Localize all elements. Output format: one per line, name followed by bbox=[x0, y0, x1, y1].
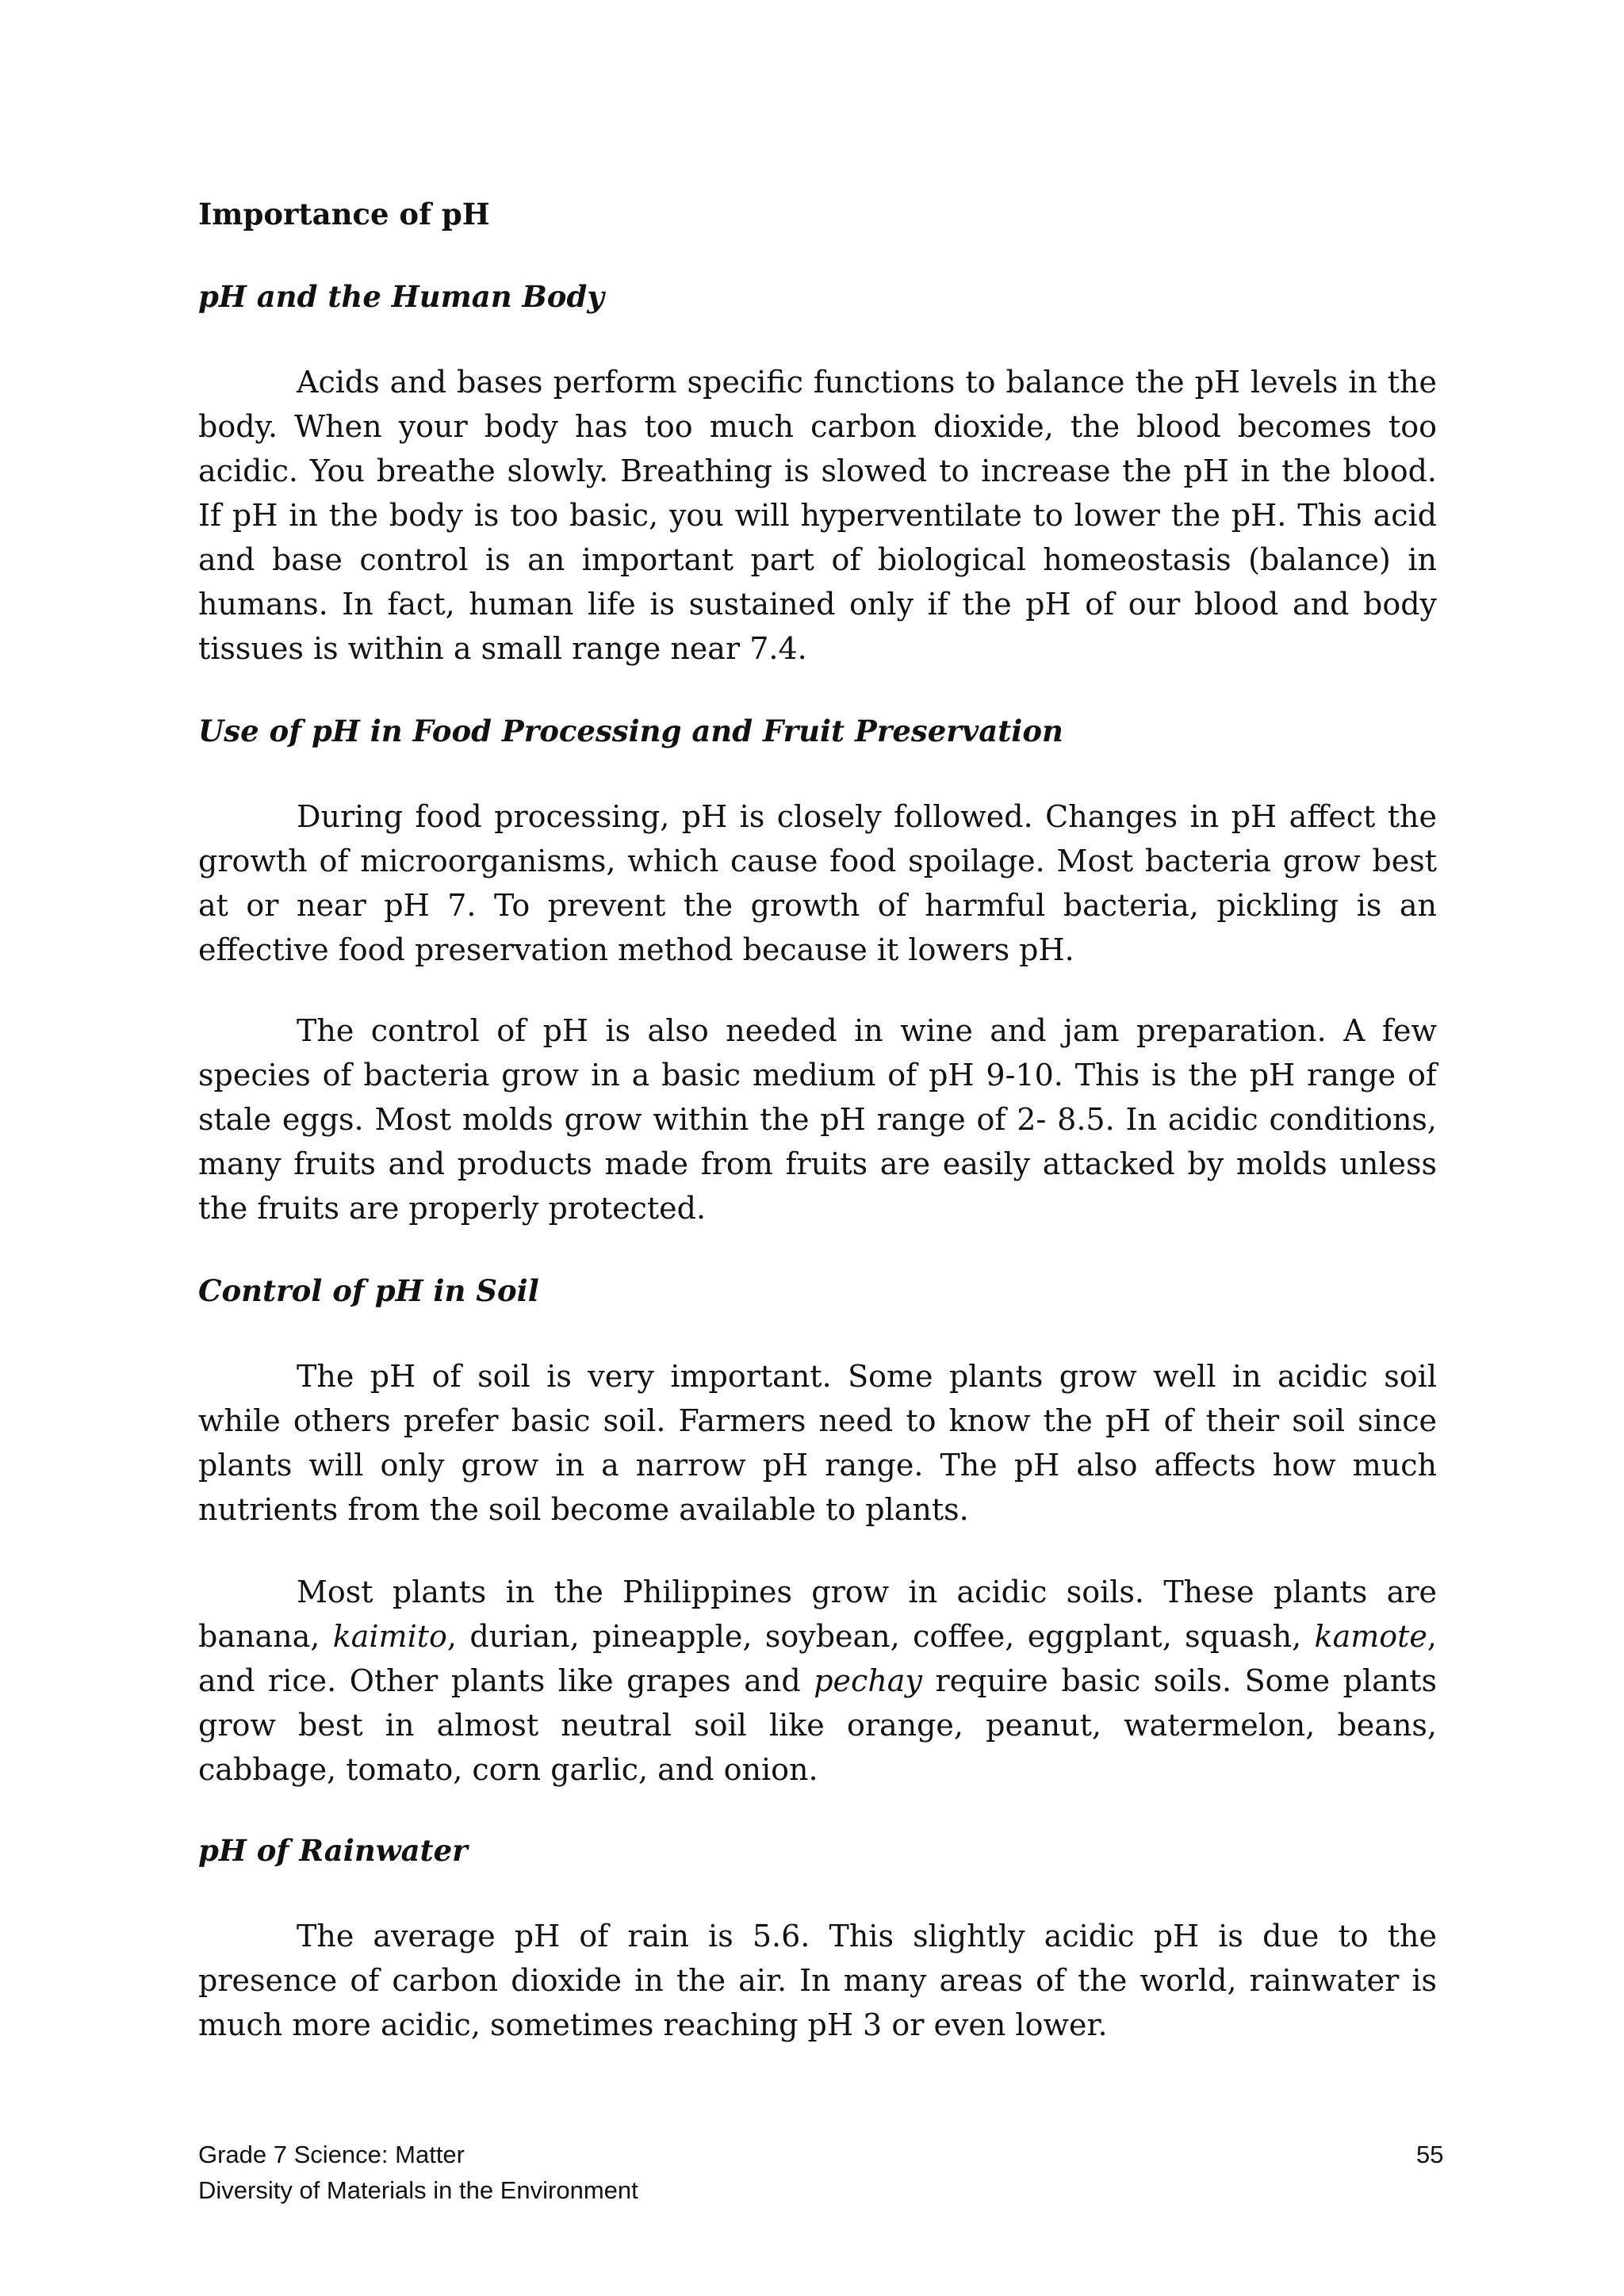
paragraph-food-processing-2: The control of pH is also needed in wine and jam preparation. A few species of bacteria grow in a basic medium of pH 9-10. This is the pH range of stale eggs. Most molds grow within the pH range of 2- 8.5. In acidic conditions, many fruits and products made from fruits are easily attacked by molds unless the fruits are properly protected. bbox=[198, 1013, 1437, 1226]
plants-text-2: , durian, pineapple, soybean, coffee, eggplant, squash, bbox=[446, 1619, 1315, 1654]
plant-name-kaimito: kaimito bbox=[332, 1619, 447, 1654]
page-number: 55 bbox=[1416, 2141, 1444, 2168]
section-heading-soil: Control of pH in Soil bbox=[198, 1273, 539, 1308]
paragraph-food-processing-1: During food processing, pH is closely followed. Changes in pH affect the growth of microorganisms, which cause food spoilage. Most bacteria grow best at or near pH 7. To prevent the growth of harmful bacteria, pickling is an effective food preservation method because it lowers pH. bbox=[198, 799, 1437, 967]
plants-text-1: Most plants in the Philippines grow in acidic soils. These plants are banana, bbox=[198, 1575, 1437, 1654]
footer-unit: Diversity of Materials in the Environment bbox=[198, 2176, 638, 2204]
plants-text-4: require basic soils. Some plants grow best in almost neutral soil like orange, peanut, watermelon, beans, cabbage, tomato, corn garlic, and onion. bbox=[198, 1663, 1438, 1787]
section-heading-rainwater: pH of Rainwater bbox=[198, 1833, 468, 1868]
paragraph-soil-plants bbox=[198, 1570, 1437, 1792]
paragraph-rainwater: The average pH of rain is 5.6. This slightly acidic pH is due to the presence of carbon dioxide in the air. In many areas of the world, rainwater is much more acidic, sometimes reaching pH 3 or even lower. bbox=[198, 1919, 1437, 2042]
page-title: Importance of pH bbox=[198, 197, 490, 232]
paragraph-human-body: Acids and bases perform specific functions to balance the pH levels in the body. When your body has too much carbon dioxide, the blood becomes too acidic. You breathe slowly. Breathing is slowed to increase the pH in the blood. If pH in the body is too basic, you will hyperventilate to lower the pH. This acid and base control is an important part of biological homeostasis (balance) in humans. In fact, human life is sustained only if the pH of our blood and body tissues is within a small range near 7.4. bbox=[198, 365, 1437, 666]
section-heading-human-body: pH and the Human Body bbox=[198, 279, 604, 314]
plant-name-kamote: kamote bbox=[1314, 1619, 1427, 1654]
plants-text-3: , and rice. Other plants like grapes and bbox=[198, 1619, 1437, 1698]
footer-subject: Grade 7 Science: Matter bbox=[198, 2141, 465, 2168]
paragraph-soil-1: The pH of soil is very important. Some plants grow well in acidic soil while others prefer basic soil. Farmers need to know the pH of their soil since plants will only grow in a narrow pH range. The pH also affects how much nutrients from the soil become available to plants. bbox=[198, 1359, 1437, 1527]
section-heading-food-processing: Use of pH in Food Processing and Fruit Preservation bbox=[198, 714, 1063, 748]
plant-name-pechay: pechay bbox=[814, 1663, 922, 1698]
